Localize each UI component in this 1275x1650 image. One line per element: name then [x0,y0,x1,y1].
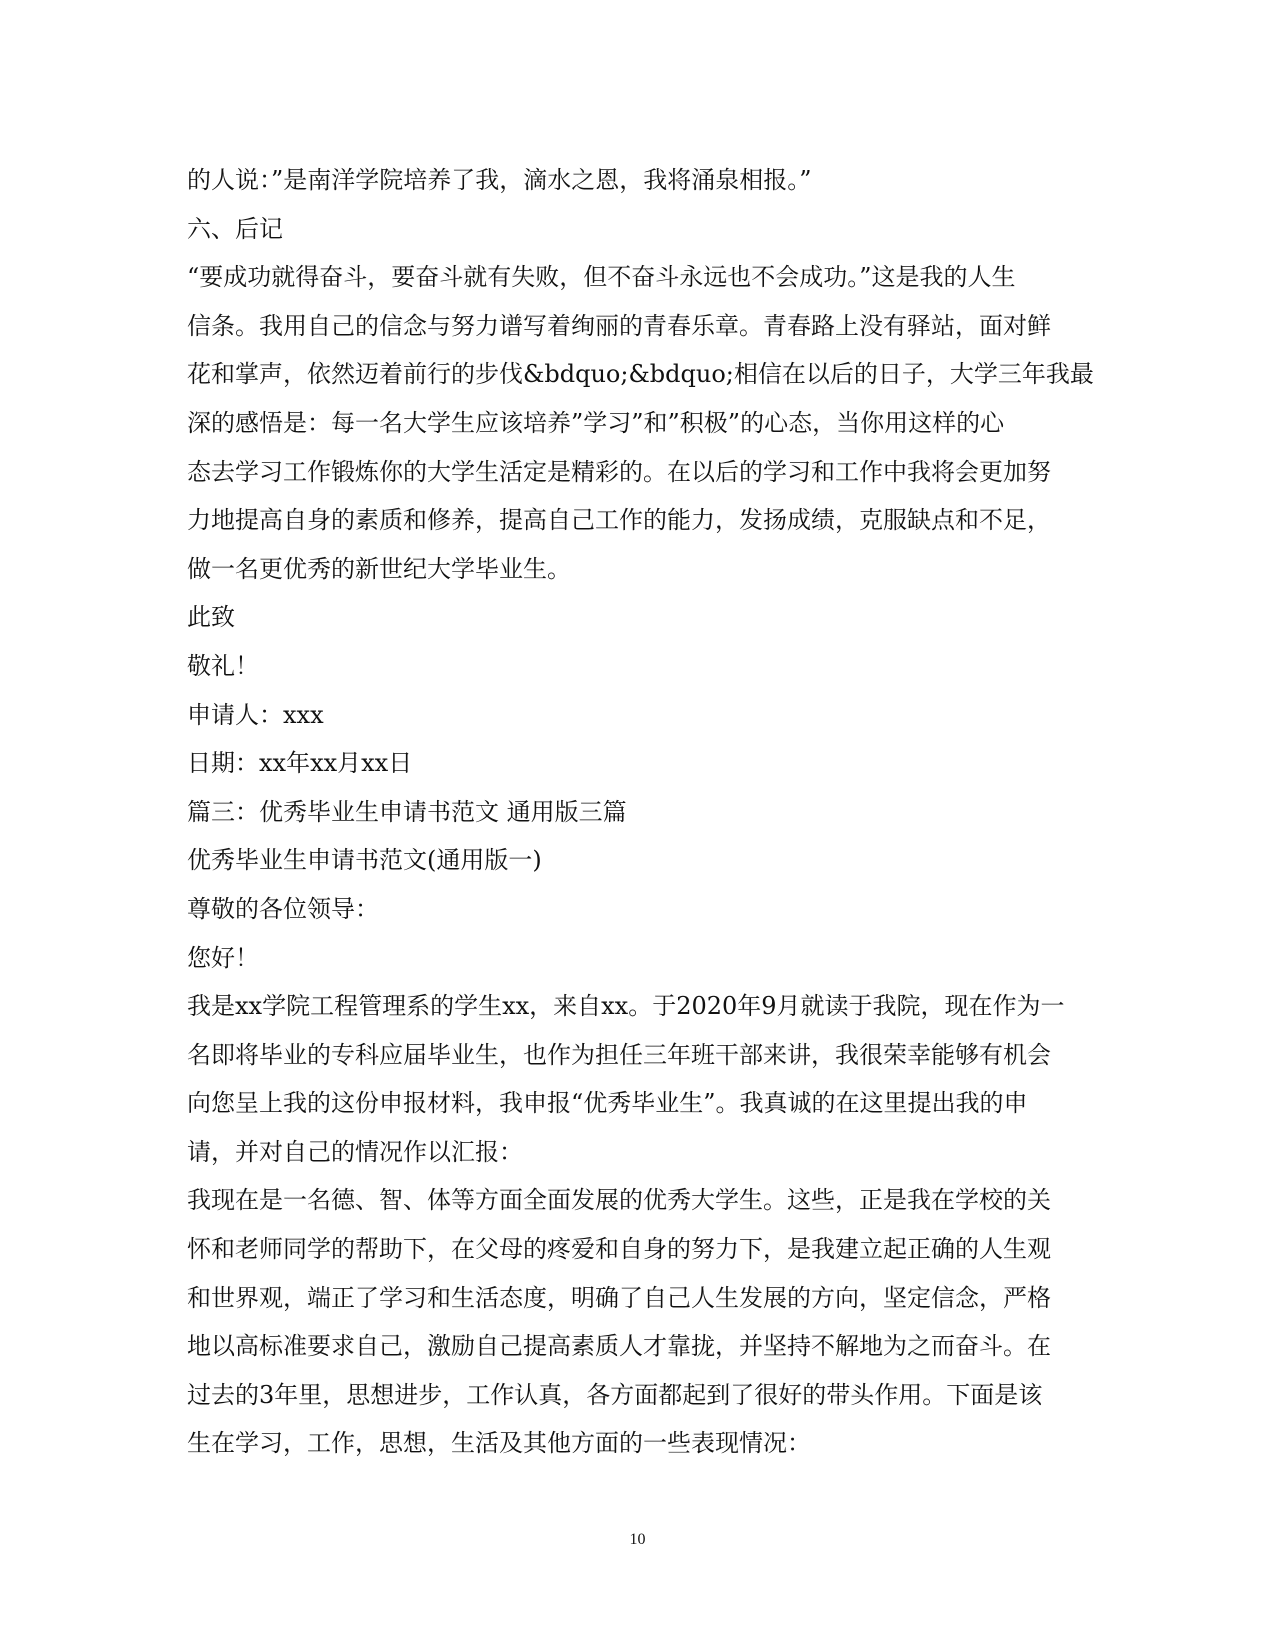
section-title: 篇三：优秀毕业生申请书范文 通用版三篇 [187,797,627,826]
text-line: 过去的3年里，思想进步，工作认真，各方面都起到了很好的带头作用。下面是该 [187,1380,1043,1409]
text-line: 做一名更优秀的新世纪大学毕业生。 [187,554,571,583]
document-body [187,156,1094,1468]
text-line: 和世界观，端正了学习和生活态度，明确了自己人生发展的方向，坚定信念，严格 [187,1283,1051,1312]
text-line: “要成功就得奋斗，要奋斗就有失败，但不奋斗永远也不会成功。”这是我的人生 [187,263,1016,292]
text-line: 态去学习工作锻炼你的大学生活定是精彩的。在以后的学习和工作中我将会更加努 [187,457,1051,486]
closing-line: 此致 [187,603,235,632]
text-line: 我现在是一名德、智、体等方面全面发展的优秀大学生。这些，正是我在学校的关 [187,1186,1051,1215]
text-line: 生在学习，工作，思想，生活及其他方面的一些表现情况： [187,1429,811,1458]
text-line: 花和掌声，依然迈着前行的步伐&bdquo;&bdquo;相信在以后的日子，大学三年我最 [187,360,1094,389]
subsection-title: 优秀毕业生申请书范文(通用版一) [187,846,542,875]
text-line: 怀和老师同学的帮助下，在父母的疼爱和自身的努力下，是我建立起正确的人生观 [187,1235,1051,1264]
text-line: 地以高标准要求自己，激励自己提高素质人才靠拢，并坚持不解地为之而奋斗。在 [187,1332,1051,1361]
text-line: 信条。我用自己的信念与努力谱写着绚丽的青春乐章。青春路上没有驿站，面对鲜 [187,311,1051,340]
greeting-line: 尊敬的各位领导： [187,894,379,923]
text-line: 力地提高自身的素质和修养，提高自己工作的能力，发扬成绩，克服缺点和不足， [187,506,1051,535]
salutation-line: 敬礼！ [187,651,259,680]
date-line: 日期：xx年xx月xx日 [187,749,413,778]
text-line: 名即将毕业的专科应届毕业生，也作为担任三年班干部来讲，我很荣幸能够有机会 [187,1040,1051,1069]
text-line: 深的感悟是：每一名大学生应该培养”学习”和”积极”的心态，当你用这样的心 [187,408,1005,437]
text-line: 我是xx学院工程管理系的学生xx，来自xx。于2020年9月就读于我院，现在作为一 [187,992,1065,1021]
text-line: 的人说：”是南洋学院培养了我，滴水之恩，我将涌泉相报。” [187,166,812,194]
text-line: 向您呈上我的这份申报材料，我申报“优秀毕业生”。我真诚的在这里提出我的申 [187,1089,1028,1118]
page-number: 10 [629,1531,646,1548]
section-heading: 六、后记 [187,214,283,243]
text-line: 请，并对自己的情况作以汇报： [187,1137,523,1166]
applicant-line: 申请人：xxx [187,700,324,729]
greeting-line: 您好！ [187,943,259,972]
